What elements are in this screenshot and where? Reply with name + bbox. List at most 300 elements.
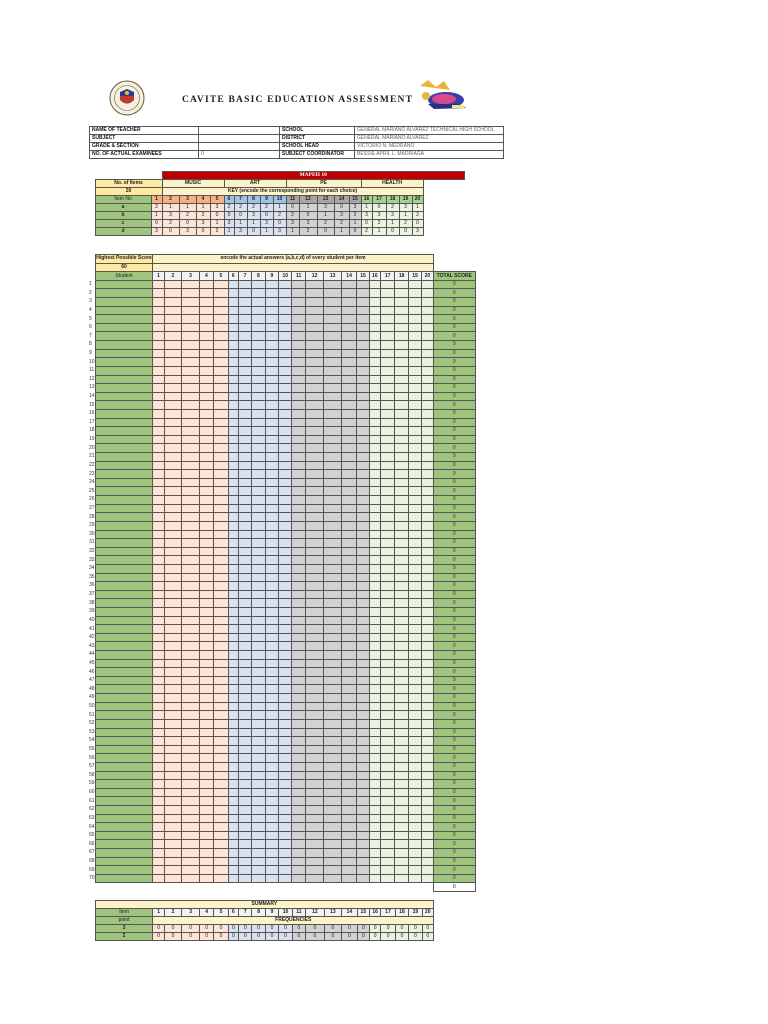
answer-cell[interactable] — [357, 358, 369, 367]
answer-cell[interactable] — [422, 702, 433, 711]
answer-cell[interactable] — [164, 866, 182, 875]
student-name-field[interactable] — [95, 401, 153, 410]
answer-cell[interactable] — [341, 306, 356, 315]
key-point-cell[interactable]: 1 — [399, 212, 412, 220]
answer-cell[interactable] — [324, 607, 342, 616]
answer-cell[interactable] — [408, 323, 421, 332]
answer-cell[interactable] — [252, 633, 265, 642]
key-point-cell[interactable]: 3 — [260, 220, 273, 228]
key-point-cell[interactable]: 0 — [234, 212, 247, 220]
answer-cell[interactable] — [199, 349, 213, 358]
answer-cell[interactable] — [252, 289, 265, 298]
answer-cell[interactable] — [422, 651, 433, 660]
answer-cell[interactable] — [182, 453, 200, 462]
answer-cell[interactable] — [279, 504, 292, 513]
answer-cell[interactable] — [265, 590, 278, 599]
answer-cell[interactable] — [357, 573, 369, 582]
answer-cell[interactable] — [265, 728, 278, 737]
student-name-field[interactable] — [95, 453, 153, 462]
answer-cell[interactable] — [228, 866, 238, 875]
answer-cell[interactable] — [153, 478, 164, 487]
answer-cell[interactable] — [265, 771, 278, 780]
key-point-cell[interactable]: 1 — [349, 220, 361, 228]
answer-cell[interactable] — [381, 358, 395, 367]
answer-cell[interactable] — [422, 306, 433, 315]
answer-cell[interactable] — [238, 409, 251, 418]
answer-cell[interactable] — [252, 676, 265, 685]
answer-cell[interactable] — [199, 616, 213, 625]
answer-cell[interactable] — [238, 478, 251, 487]
answer-cell[interactable] — [164, 874, 182, 883]
answer-cell[interactable] — [153, 504, 164, 513]
answer-cell[interactable] — [357, 306, 369, 315]
answer-cell[interactable] — [324, 453, 342, 462]
answer-cell[interactable] — [357, 806, 369, 815]
answer-cell[interactable] — [369, 866, 380, 875]
answer-cell[interactable] — [265, 289, 278, 298]
answer-cell[interactable] — [265, 719, 278, 728]
answer-cell[interactable] — [182, 676, 200, 685]
answer-cell[interactable] — [305, 358, 324, 367]
answer-cell[interactable] — [305, 573, 324, 582]
answer-cell[interactable] — [381, 366, 395, 375]
answer-cell[interactable] — [357, 401, 369, 410]
answer-cell[interactable] — [422, 642, 433, 651]
answer-cell[interactable] — [153, 564, 164, 573]
answer-cell[interactable] — [228, 306, 238, 315]
answer-cell[interactable] — [369, 823, 380, 832]
answer-cell[interactable] — [422, 599, 433, 608]
answer-cell[interactable] — [341, 384, 356, 393]
answer-cell[interactable] — [182, 289, 200, 298]
answer-cell[interactable] — [408, 642, 421, 651]
answer-cell[interactable] — [357, 676, 369, 685]
answer-cell[interactable] — [422, 392, 433, 401]
answer-cell[interactable] — [408, 849, 421, 858]
answer-cell[interactable] — [153, 599, 164, 608]
answer-cell[interactable] — [422, 539, 433, 548]
answer-cell[interactable] — [324, 375, 342, 384]
answer-cell[interactable] — [279, 823, 292, 832]
answer-cell[interactable] — [228, 547, 238, 556]
answer-cell[interactable] — [279, 547, 292, 556]
answer-cell[interactable] — [265, 349, 278, 358]
answer-cell[interactable] — [238, 513, 251, 522]
answer-cell[interactable] — [164, 547, 182, 556]
answer-cell[interactable] — [164, 444, 182, 453]
answer-cell[interactable] — [153, 590, 164, 599]
answer-cell[interactable] — [199, 298, 213, 307]
key-point-cell[interactable]: 3 — [273, 228, 286, 236]
answer-cell[interactable] — [228, 659, 238, 668]
answer-cell[interactable] — [279, 315, 292, 324]
answer-cell[interactable] — [265, 840, 278, 849]
answer-cell[interactable] — [408, 358, 421, 367]
answer-cell[interactable] — [265, 435, 278, 444]
answer-cell[interactable] — [238, 694, 251, 703]
answer-cell[interactable] — [422, 513, 433, 522]
key-point-cell[interactable]: 3 — [386, 212, 399, 220]
answer-cell[interactable] — [182, 435, 200, 444]
answer-cell[interactable] — [199, 745, 213, 754]
answer-cell[interactable] — [164, 676, 182, 685]
answer-cell[interactable] — [324, 444, 342, 453]
answer-cell[interactable] — [305, 530, 324, 539]
answer-cell[interactable] — [252, 409, 265, 418]
answer-cell[interactable] — [199, 659, 213, 668]
answer-cell[interactable] — [292, 780, 305, 789]
answer-cell[interactable] — [422, 427, 433, 436]
answer-cell[interactable] — [305, 797, 324, 806]
answer-cell[interactable] — [182, 401, 200, 410]
answer-cell[interactable] — [381, 573, 395, 582]
answer-cell[interactable] — [153, 487, 164, 496]
answer-cell[interactable] — [369, 564, 380, 573]
answer-cell[interactable] — [292, 582, 305, 591]
answer-cell[interactable] — [199, 814, 213, 823]
answer-cell[interactable] — [153, 323, 164, 332]
answer-cell[interactable] — [324, 289, 342, 298]
answer-cell[interactable] — [199, 539, 213, 548]
student-name-field[interactable] — [95, 659, 153, 668]
answer-cell[interactable] — [422, 806, 433, 815]
answer-cell[interactable] — [341, 358, 356, 367]
answer-cell[interactable] — [395, 384, 408, 393]
answer-cell[interactable] — [153, 298, 164, 307]
answer-cell[interactable] — [228, 823, 238, 832]
answer-cell[interactable] — [324, 306, 342, 315]
answer-cell[interactable] — [369, 332, 380, 341]
student-name-field[interactable] — [95, 582, 153, 591]
answer-cell[interactable] — [279, 530, 292, 539]
key-point-cell[interactable]: 1 — [372, 228, 386, 236]
student-name-field[interactable] — [95, 564, 153, 573]
answer-cell[interactable] — [279, 487, 292, 496]
answer-cell[interactable] — [279, 745, 292, 754]
key-point-cell[interactable]: 2 — [273, 212, 286, 220]
student-name-field[interactable] — [95, 444, 153, 453]
answer-cell[interactable] — [324, 461, 342, 470]
answer-cell[interactable] — [164, 427, 182, 436]
student-name-field[interactable] — [95, 642, 153, 651]
answer-cell[interactable] — [228, 513, 238, 522]
answer-cell[interactable] — [408, 496, 421, 505]
answer-cell[interactable] — [357, 754, 369, 763]
answer-cell[interactable] — [395, 366, 408, 375]
answer-cell[interactable] — [395, 814, 408, 823]
answer-cell[interactable] — [381, 582, 395, 591]
answer-cell[interactable] — [357, 780, 369, 789]
answer-cell[interactable] — [292, 840, 305, 849]
answer-cell[interactable] — [153, 651, 164, 660]
answer-cell[interactable] — [214, 521, 228, 530]
answer-cell[interactable] — [324, 694, 342, 703]
answer-cell[interactable] — [422, 280, 433, 289]
answer-cell[interactable] — [395, 788, 408, 797]
answer-cell[interactable] — [341, 392, 356, 401]
answer-cell[interactable] — [357, 831, 369, 840]
answer-cell[interactable] — [153, 788, 164, 797]
answer-cell[interactable] — [164, 607, 182, 616]
answer-cell[interactable] — [292, 866, 305, 875]
answer-cell[interactable] — [279, 651, 292, 660]
answer-cell[interactable] — [214, 504, 228, 513]
key-point-cell[interactable]: 1 — [317, 212, 334, 220]
answer-cell[interactable] — [341, 607, 356, 616]
answer-cell[interactable] — [292, 685, 305, 694]
answer-cell[interactable] — [279, 427, 292, 436]
answer-cell[interactable] — [341, 771, 356, 780]
answer-cell[interactable] — [305, 461, 324, 470]
answer-cell[interactable] — [381, 633, 395, 642]
answer-cell[interactable] — [341, 857, 356, 866]
answer-cell[interactable] — [228, 384, 238, 393]
answer-cell[interactable] — [228, 521, 238, 530]
key-point-cell[interactable]: 1 — [210, 220, 224, 228]
answer-cell[interactable] — [305, 728, 324, 737]
answer-cell[interactable] — [228, 366, 238, 375]
answer-cell[interactable] — [422, 358, 433, 367]
student-name-field[interactable] — [95, 840, 153, 849]
answer-cell[interactable] — [422, 323, 433, 332]
answer-cell[interactable] — [341, 754, 356, 763]
answer-cell[interactable] — [341, 539, 356, 548]
answer-cell[interactable] — [199, 461, 213, 470]
answer-cell[interactable] — [324, 866, 342, 875]
answer-cell[interactable] — [369, 478, 380, 487]
answer-cell[interactable] — [408, 435, 421, 444]
answer-cell[interactable] — [357, 582, 369, 591]
answer-cell[interactable] — [305, 780, 324, 789]
answer-cell[interactable] — [182, 298, 200, 307]
answer-cell[interactable] — [228, 461, 238, 470]
answer-cell[interactable] — [279, 702, 292, 711]
answer-cell[interactable] — [228, 582, 238, 591]
answer-cell[interactable] — [395, 676, 408, 685]
answer-cell[interactable] — [182, 874, 200, 883]
answer-cell[interactable] — [395, 280, 408, 289]
key-point-cell[interactable]: 1 — [234, 220, 247, 228]
answer-cell[interactable] — [381, 762, 395, 771]
answer-cell[interactable] — [214, 780, 228, 789]
answer-cell[interactable] — [341, 556, 356, 565]
answer-cell[interactable] — [199, 806, 213, 815]
answer-cell[interactable] — [357, 521, 369, 530]
answer-cell[interactable] — [341, 806, 356, 815]
answer-cell[interactable] — [324, 280, 342, 289]
answer-cell[interactable] — [324, 427, 342, 436]
answer-cell[interactable] — [228, 418, 238, 427]
answer-cell[interactable] — [164, 788, 182, 797]
answer-cell[interactable] — [369, 616, 380, 625]
answer-cell[interactable] — [214, 478, 228, 487]
answer-cell[interactable] — [357, 616, 369, 625]
student-name-field[interactable] — [95, 392, 153, 401]
answer-cell[interactable] — [395, 427, 408, 436]
answer-cell[interactable] — [265, 401, 278, 410]
answer-cell[interactable] — [369, 530, 380, 539]
answer-cell[interactable] — [279, 840, 292, 849]
student-name-field[interactable] — [95, 539, 153, 548]
answer-cell[interactable] — [381, 823, 395, 832]
answer-cell[interactable] — [324, 392, 342, 401]
answer-cell[interactable] — [164, 754, 182, 763]
answer-cell[interactable] — [324, 409, 342, 418]
answer-cell[interactable] — [228, 392, 238, 401]
student-name-field[interactable] — [95, 866, 153, 875]
answer-cell[interactable] — [369, 582, 380, 591]
key-point-cell[interactable]: 1 — [299, 204, 317, 212]
answer-cell[interactable] — [357, 470, 369, 479]
answer-cell[interactable] — [357, 857, 369, 866]
answer-cell[interactable] — [265, 409, 278, 418]
answer-cell[interactable] — [265, 306, 278, 315]
answer-cell[interactable] — [292, 762, 305, 771]
key-point-cell[interactable]: 2 — [247, 204, 260, 212]
answer-cell[interactable] — [252, 659, 265, 668]
answer-cell[interactable] — [199, 556, 213, 565]
answer-cell[interactable] — [357, 668, 369, 677]
answer-cell[interactable] — [292, 521, 305, 530]
answer-cell[interactable] — [395, 651, 408, 660]
answer-cell[interactable] — [164, 573, 182, 582]
answer-cell[interactable] — [357, 737, 369, 746]
answer-cell[interactable] — [395, 633, 408, 642]
answer-cell[interactable] — [238, 771, 251, 780]
answer-cell[interactable] — [341, 573, 356, 582]
answer-cell[interactable] — [357, 814, 369, 823]
answer-cell[interactable] — [153, 840, 164, 849]
answer-cell[interactable] — [369, 435, 380, 444]
answer-cell[interactable] — [279, 332, 292, 341]
answer-cell[interactable] — [341, 298, 356, 307]
answer-cell[interactable] — [324, 633, 342, 642]
student-name-field[interactable] — [95, 823, 153, 832]
answer-cell[interactable] — [369, 401, 380, 410]
answer-cell[interactable] — [153, 341, 164, 350]
answer-cell[interactable] — [214, 840, 228, 849]
student-name-field[interactable] — [95, 702, 153, 711]
answer-cell[interactable] — [164, 332, 182, 341]
answer-cell[interactable] — [292, 392, 305, 401]
answer-cell[interactable] — [153, 401, 164, 410]
answer-cell[interactable] — [395, 866, 408, 875]
answer-cell[interactable] — [279, 513, 292, 522]
answer-cell[interactable] — [305, 694, 324, 703]
answer-cell[interactable] — [182, 728, 200, 737]
answer-cell[interactable] — [265, 582, 278, 591]
answer-cell[interactable] — [279, 625, 292, 634]
answer-cell[interactable] — [252, 315, 265, 324]
answer-cell[interactable] — [214, 289, 228, 298]
answer-cell[interactable] — [324, 780, 342, 789]
answer-cell[interactable] — [422, 289, 433, 298]
answer-cell[interactable] — [357, 453, 369, 462]
answer-cell[interactable] — [199, 444, 213, 453]
answer-cell[interactable] — [369, 771, 380, 780]
answer-cell[interactable] — [408, 366, 421, 375]
answer-cell[interactable] — [228, 625, 238, 634]
answer-cell[interactable] — [324, 616, 342, 625]
answer-cell[interactable] — [305, 332, 324, 341]
answer-cell[interactable] — [422, 676, 433, 685]
answer-cell[interactable] — [395, 332, 408, 341]
answer-cell[interactable] — [408, 539, 421, 548]
answer-cell[interactable] — [305, 289, 324, 298]
answer-cell[interactable] — [252, 487, 265, 496]
answer-cell[interactable] — [292, 694, 305, 703]
answer-cell[interactable] — [228, 762, 238, 771]
answer-cell[interactable] — [422, 444, 433, 453]
student-name-field[interactable] — [95, 478, 153, 487]
student-name-field[interactable] — [95, 341, 153, 350]
answer-cell[interactable] — [238, 323, 251, 332]
key-point-cell[interactable]: 3 — [224, 220, 234, 228]
info-value-field[interactable] — [199, 143, 280, 151]
answer-cell[interactable] — [369, 668, 380, 677]
answer-cell[interactable] — [252, 306, 265, 315]
answer-cell[interactable] — [395, 521, 408, 530]
answer-cell[interactable] — [422, 874, 433, 883]
answer-cell[interactable] — [153, 332, 164, 341]
answer-cell[interactable] — [199, 685, 213, 694]
answer-cell[interactable] — [357, 651, 369, 660]
answer-cell[interactable] — [395, 806, 408, 815]
answer-cell[interactable] — [265, 694, 278, 703]
answer-cell[interactable] — [199, 788, 213, 797]
answer-cell[interactable] — [395, 564, 408, 573]
answer-cell[interactable] — [164, 599, 182, 608]
answer-cell[interactable] — [395, 453, 408, 462]
answer-cell[interactable] — [228, 874, 238, 883]
answer-cell[interactable] — [369, 806, 380, 815]
answer-cell[interactable] — [357, 332, 369, 341]
answer-cell[interactable] — [408, 633, 421, 642]
answer-cell[interactable] — [164, 315, 182, 324]
answer-cell[interactable] — [153, 668, 164, 677]
answer-cell[interactable] — [214, 409, 228, 418]
key-point-cell[interactable]: 3 — [234, 228, 247, 236]
answer-cell[interactable] — [279, 590, 292, 599]
answer-cell[interactable] — [199, 762, 213, 771]
answer-cell[interactable] — [324, 762, 342, 771]
answer-cell[interactable] — [199, 341, 213, 350]
answer-cell[interactable] — [292, 754, 305, 763]
answer-cell[interactable] — [214, 633, 228, 642]
answer-cell[interactable] — [305, 849, 324, 858]
answer-cell[interactable] — [305, 341, 324, 350]
answer-cell[interactable] — [381, 676, 395, 685]
answer-cell[interactable] — [422, 737, 433, 746]
answer-cell[interactable] — [395, 444, 408, 453]
answer-cell[interactable] — [182, 788, 200, 797]
answer-cell[interactable] — [279, 728, 292, 737]
answer-cell[interactable] — [357, 461, 369, 470]
answer-cell[interactable] — [228, 409, 238, 418]
answer-cell[interactable] — [199, 780, 213, 789]
answer-cell[interactable] — [408, 831, 421, 840]
answer-cell[interactable] — [265, 461, 278, 470]
answer-cell[interactable] — [357, 840, 369, 849]
answer-cell[interactable] — [164, 366, 182, 375]
key-point-cell[interactable]: 2 — [299, 228, 317, 236]
answer-cell[interactable] — [182, 573, 200, 582]
answer-cell[interactable] — [238, 332, 251, 341]
answer-cell[interactable] — [182, 358, 200, 367]
answer-cell[interactable] — [228, 358, 238, 367]
answer-cell[interactable] — [214, 453, 228, 462]
answer-cell[interactable] — [324, 401, 342, 410]
